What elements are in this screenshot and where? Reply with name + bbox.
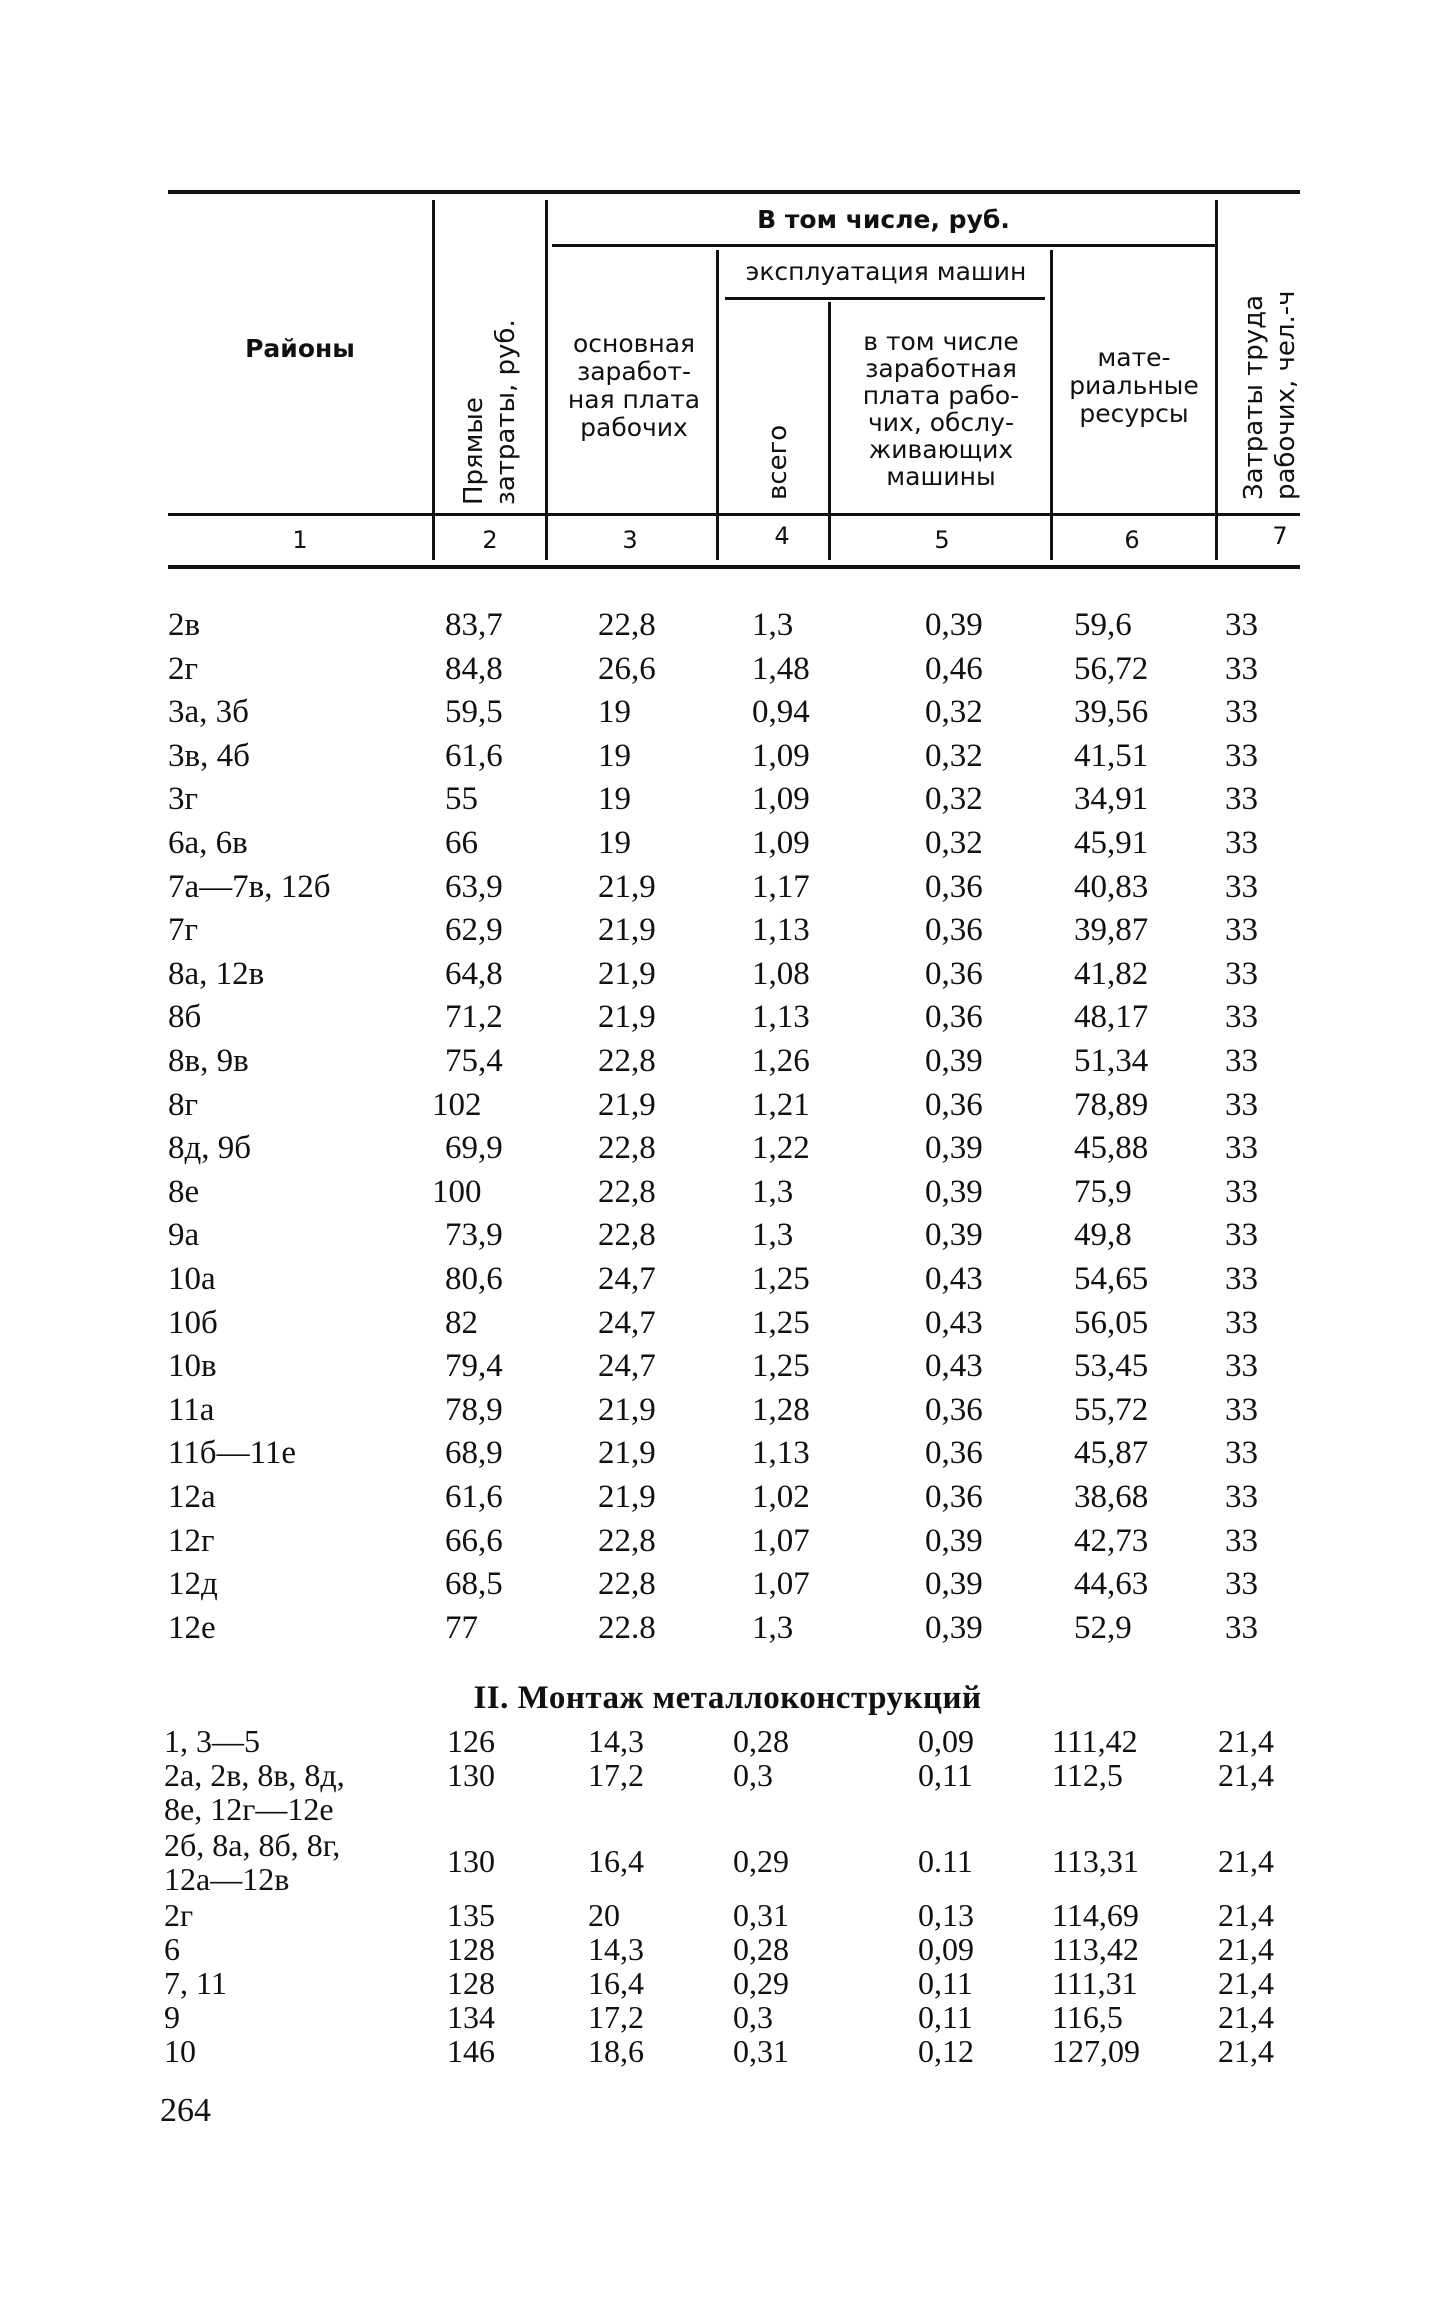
cell-total: 1,3 [752, 1173, 794, 1210]
cell-total: 0,31 [733, 2033, 789, 2069]
header-materials: мате- риальные ресурсы [1069, 343, 1199, 428]
page-number: 264 [160, 2092, 211, 2129]
cell-mwage: 0,39 [925, 1043, 983, 1079]
cell-materials: 75,9 [1074, 1173, 1132, 1210]
cell-wage: 19 [598, 781, 631, 818]
cell-mwage: 0,39 [925, 1566, 983, 1603]
cell-total: 0,28 [733, 1931, 789, 1967]
cell-wage: 22,8 [598, 1043, 656, 1079]
cell-region: 3в, 4б [168, 737, 250, 774]
col-number-5: 5 [934, 526, 950, 554]
cell-region: 2в [168, 607, 201, 643]
cell-direct: 59,5 [445, 694, 503, 731]
col-divider-1 [432, 200, 435, 560]
cell-labor: 33 [1225, 825, 1258, 861]
cell-mwage: 0,36 [925, 1479, 983, 1515]
cell-total: 1,25 [752, 1348, 810, 1385]
cell-mwage: 0,32 [925, 825, 983, 861]
table-row [0, 995, 1455, 1039]
cell-region: 8г [168, 1086, 199, 1123]
cell-region: 6 [164, 1931, 180, 1967]
cell-total: 1,3 [752, 1609, 794, 1646]
cell-mwage: 0,43 [925, 1348, 983, 1385]
cell-wage: 19 [598, 825, 631, 861]
header-direct-costs: Прямые затраты, руб. [459, 319, 521, 505]
header-labor: Затраты труда рабочих, чел.-ч [1239, 290, 1301, 500]
cell-region: 7а—7в, 12б [168, 868, 331, 905]
cell-labor: 33 [1225, 1609, 1258, 1646]
cell-mwage: 0,39 [925, 1522, 983, 1559]
col-divider-4 [828, 302, 831, 560]
cell-region: 12д [168, 1566, 218, 1603]
table-row [0, 1475, 1455, 1519]
cell-labor: 33 [1225, 737, 1258, 774]
cell-total: 1,17 [752, 868, 810, 905]
table-row [0, 734, 1455, 778]
table-row [0, 1039, 1455, 1083]
cell-direct: 61,6 [445, 737, 503, 774]
cell-materials: 127,09 [1052, 2033, 1140, 2069]
cell-materials: 56,05 [1074, 1304, 1149, 1341]
cell-labor: 33 [1225, 1348, 1258, 1385]
cell-total: 1,09 [752, 781, 810, 818]
cell-region: 12е [168, 1609, 216, 1646]
cell-materials: 55,72 [1074, 1391, 1149, 1428]
header-bottom-rule [168, 513, 1300, 516]
including-rule [552, 244, 1217, 247]
cell-labor: 33 [1225, 1173, 1258, 1210]
cell-region: 3а, 3б [168, 694, 249, 731]
cell-region: 10б [168, 1304, 218, 1341]
cell-mwage: 0,12 [918, 2033, 974, 2069]
cell-materials: 116,5 [1052, 1999, 1123, 2035]
cell-labor: 21,4 [1218, 1999, 1274, 2035]
cell-materials: 44,63 [1074, 1566, 1149, 1603]
cell-wage: 17,2 [588, 1757, 644, 1793]
cell-mwage: 0,09 [918, 1931, 974, 1967]
cell-direct: 128 [447, 1965, 495, 2001]
header-including: В том числе, руб. [757, 205, 1010, 234]
cell-region: 2б, 8а, 8б, 8г, 12а—12в [164, 1827, 341, 1897]
cell-materials: 51,34 [1074, 1043, 1149, 1079]
cell-labor: 21,4 [1218, 1897, 1274, 1933]
cell-mwage: 0,36 [925, 1391, 983, 1428]
col-number-3: 3 [622, 526, 638, 554]
cell-mwage: 0,39 [925, 1609, 983, 1646]
cell-direct: 84,8 [445, 650, 503, 687]
cell-labor: 33 [1225, 999, 1258, 1036]
cell-direct: 128 [447, 1931, 495, 1967]
table-row [0, 1344, 1455, 1388]
table-row [0, 1213, 1455, 1257]
cell-materials: 78,89 [1074, 1086, 1149, 1123]
header-machine-operation: эксплуатация машин [745, 257, 1027, 286]
cell-direct: 75,4 [445, 1043, 503, 1079]
cell-direct: 80,6 [445, 1261, 503, 1297]
cell-total: 1,28 [752, 1391, 810, 1428]
cell-direct: 66,6 [445, 1522, 503, 1559]
cell-total: 1,07 [752, 1522, 810, 1559]
cell-region: 8д, 9б [168, 1130, 252, 1167]
cell-wage: 24,7 [598, 1261, 656, 1297]
cell-materials: 49,8 [1074, 1217, 1132, 1254]
cell-region: 11б—11е [168, 1435, 296, 1472]
cell-labor: 33 [1225, 1043, 1258, 1079]
cell-total: 1,25 [752, 1261, 810, 1297]
cell-wage: 24,7 [598, 1304, 656, 1341]
cell-mwage: 0,39 [925, 1130, 983, 1167]
cell-labor: 33 [1225, 650, 1258, 687]
cell-mwage: 0,09 [918, 1723, 974, 1759]
cell-total: 1,26 [752, 1043, 810, 1079]
cell-direct: 135 [447, 1897, 495, 1933]
cell-labor: 33 [1225, 868, 1258, 905]
cell-direct: 134 [447, 1999, 495, 2035]
cell-direct: 126 [447, 1723, 495, 1759]
table-row [0, 1257, 1455, 1301]
cell-materials: 38,68 [1074, 1479, 1149, 1515]
cell-direct: 102 [432, 1086, 482, 1123]
cell-region: 10а [168, 1261, 216, 1297]
cell-region: 10 [164, 2033, 196, 2069]
cell-wage: 16,4 [588, 1965, 644, 2001]
cell-materials: 112,5 [1052, 1757, 1123, 1793]
cell-labor: 33 [1225, 1566, 1258, 1603]
cell-mwage: 0,39 [925, 1217, 983, 1254]
cell-total: 1,09 [752, 825, 810, 861]
cell-wage: 21,9 [598, 999, 656, 1036]
cell-wage: 22,8 [598, 607, 656, 643]
cell-total: 1,21 [752, 1086, 810, 1123]
cell-mwage: 0,43 [925, 1304, 983, 1341]
cell-labor: 33 [1225, 1304, 1258, 1341]
cell-mwage: 0,32 [925, 694, 983, 731]
cell-materials: 53,45 [1074, 1348, 1149, 1385]
cell-labor: 33 [1225, 1522, 1258, 1559]
cell-total: 0,3 [733, 1999, 773, 2035]
cell-wage: 21,9 [598, 1086, 656, 1123]
cell-region: 2г [168, 650, 199, 687]
cell-total: 1,13 [752, 912, 810, 949]
cell-labor: 33 [1225, 912, 1258, 949]
cell-labor: 33 [1225, 694, 1258, 731]
table-row [0, 1519, 1455, 1563]
cell-direct: 130 [447, 1757, 495, 1793]
cell-labor: 33 [1225, 1261, 1258, 1297]
cell-materials: 45,91 [1074, 825, 1149, 861]
cell-direct: 79,4 [445, 1348, 503, 1385]
cell-mwage: 0,36 [925, 955, 983, 992]
cell-total: 0,29 [733, 1965, 789, 2001]
section2-title: II. Монтаж металлоконструкций [473, 1680, 982, 1716]
cell-labor: 33 [1225, 1391, 1258, 1428]
cell-mwage: 0,46 [925, 650, 983, 687]
col-divider-2 [545, 200, 548, 560]
cell-materials: 34,91 [1074, 781, 1149, 818]
cell-region: 6а, 6в [168, 825, 248, 861]
cell-region: 8б [168, 999, 202, 1036]
cell-mwage: 0,36 [925, 912, 983, 949]
cell-materials: 111,42 [1052, 1723, 1138, 1759]
cell-wage: 24,7 [598, 1348, 656, 1385]
cell-direct: 68,5 [445, 1566, 503, 1603]
cell-wage: 19 [598, 737, 631, 774]
cell-labor: 21,4 [1218, 1757, 1274, 1793]
cell-wage: 26,6 [598, 650, 656, 687]
cell-materials: 39,87 [1074, 912, 1149, 949]
cell-direct: 83,7 [445, 607, 503, 643]
cell-wage: 21,9 [598, 955, 656, 992]
cell-region: 9а [168, 1217, 200, 1254]
cell-total: 1,13 [752, 999, 810, 1036]
cell-mwage: 0,32 [925, 737, 983, 774]
table-row [0, 1126, 1455, 1170]
cell-total: 1,3 [752, 607, 794, 643]
cell-region: 8а, 12в [168, 955, 265, 992]
cell-wage: 21,9 [598, 912, 656, 949]
cell-labor: 33 [1225, 607, 1258, 643]
table-row [0, 690, 1455, 734]
cell-wage: 22.8 [598, 1609, 656, 1646]
cell-region: 11а [168, 1391, 215, 1428]
cell-wage: 21,9 [598, 1435, 656, 1472]
cell-direct: 62,9 [445, 912, 503, 949]
table-row [0, 647, 1455, 691]
cell-total: 1,3 [752, 1217, 794, 1254]
col-number-1: 1 [292, 526, 308, 554]
cell-wage: 21,9 [598, 1479, 656, 1515]
cell-labor: 21,4 [1218, 1723, 1274, 1759]
table-row [0, 952, 1455, 996]
cell-wage: 22,8 [598, 1130, 656, 1167]
cell-mwage: 0,32 [925, 781, 983, 818]
cell-region: 7г [168, 912, 199, 949]
cell-region: 3г [168, 781, 199, 818]
cell-wage: 22,8 [598, 1522, 656, 1559]
cell-materials: 114,69 [1052, 1897, 1139, 1933]
cell-materials: 42,73 [1074, 1522, 1149, 1559]
cell-materials: 111,31 [1052, 1965, 1138, 2001]
cell-wage: 16,4 [588, 1843, 644, 1879]
cell-region: 8е [168, 1173, 200, 1210]
cell-labor: 33 [1225, 955, 1258, 992]
cell-total: 1,09 [752, 737, 810, 774]
cell-labor: 21,4 [1218, 1931, 1274, 1967]
cell-labor: 33 [1225, 1130, 1258, 1167]
cell-total: 1,13 [752, 1435, 810, 1472]
cell-labor: 33 [1225, 781, 1258, 818]
cell-direct: 71,2 [445, 999, 503, 1036]
column-numbers-rule [168, 565, 1300, 569]
cell-wage: 17,2 [588, 1999, 644, 2035]
cell-wage: 22,8 [598, 1173, 656, 1210]
cell-wage: 18,6 [588, 2033, 644, 2069]
table-row [0, 821, 1455, 865]
header-base-wage: основная заработ- ная плата рабочих [567, 329, 701, 442]
cell-materials: 56,72 [1074, 650, 1149, 687]
cell-mwage: 0,11 [918, 1757, 973, 1793]
cell-direct: 66 [445, 825, 478, 861]
cell-labor: 21,4 [1218, 2033, 1274, 2069]
cell-labor: 33 [1225, 1479, 1258, 1515]
cell-wage: 21,9 [598, 868, 656, 905]
cell-mwage: 0,36 [925, 868, 983, 905]
cell-total: 1,48 [752, 650, 810, 687]
cell-wage: 14,3 [588, 1931, 644, 1967]
cell-mwage: 0.11 [918, 1843, 973, 1879]
cell-mwage: 0,36 [925, 1435, 983, 1472]
cell-materials: 52,9 [1074, 1609, 1132, 1646]
table-row [0, 865, 1455, 909]
cell-direct: 69,9 [445, 1130, 503, 1167]
cell-total: 0,29 [733, 1843, 789, 1879]
cell-region: 1, 3—5 [164, 1723, 260, 1759]
cell-region: 12г [168, 1522, 215, 1559]
cell-direct: 61,6 [445, 1479, 503, 1515]
table-row [0, 1301, 1455, 1345]
cell-materials: 113,42 [1052, 1931, 1139, 1967]
cell-region: 2а, 2в, 8в, 8д, 8е, 12г—12е [164, 1757, 345, 1827]
table-row [0, 1083, 1455, 1127]
table-row [0, 1431, 1455, 1475]
cell-direct: 64,8 [445, 955, 503, 992]
cell-materials: 45,87 [1074, 1435, 1149, 1472]
cell-direct: 100 [432, 1173, 482, 1210]
cell-direct: 146 [447, 2033, 495, 2069]
table-row [0, 1170, 1455, 1214]
cell-region: 8в, 9в [168, 1043, 249, 1079]
col-number-7: 7 [1272, 522, 1288, 550]
cell-direct: 73,9 [445, 1217, 503, 1254]
cell-wage: 19 [598, 694, 631, 731]
cell-wage: 20 [588, 1897, 620, 1933]
cell-labor: 21,4 [1218, 1843, 1274, 1879]
cell-mwage: 0,11 [918, 1999, 973, 2035]
header-top-rule [168, 190, 1300, 194]
cell-materials: 113,31 [1052, 1843, 1139, 1879]
cell-materials: 54,65 [1074, 1261, 1149, 1297]
cell-region: 2г [164, 1897, 194, 1933]
header-total: всего [763, 424, 793, 500]
cell-region: 10в [168, 1348, 217, 1385]
cell-direct: 68,9 [445, 1435, 503, 1472]
cell-materials: 41,82 [1074, 955, 1149, 992]
cell-total: 1,07 [752, 1566, 810, 1603]
cell-direct: 78,9 [445, 1391, 503, 1428]
cell-materials: 59,6 [1074, 607, 1132, 643]
table-row [0, 1562, 1455, 1606]
table-row [0, 1388, 1455, 1432]
table-row [0, 603, 1455, 647]
cell-total: 0,31 [733, 1897, 789, 1933]
header-regions: Районы [245, 334, 355, 363]
cell-wage: 14,3 [588, 1723, 644, 1759]
cell-wage: 22,8 [598, 1566, 656, 1603]
cell-total: 1,22 [752, 1130, 810, 1167]
cell-direct: 130 [447, 1843, 495, 1879]
cell-wage: 21,9 [598, 1391, 656, 1428]
cell-total: 0,28 [733, 1723, 789, 1759]
cell-mwage: 0,11 [918, 1965, 973, 2001]
table-row [0, 777, 1455, 821]
cell-direct: 55 [445, 781, 478, 818]
cell-direct: 63,9 [445, 868, 503, 905]
col-number-6: 6 [1124, 526, 1140, 554]
machine-rule [725, 297, 1045, 300]
cell-mwage: 0,39 [925, 1173, 983, 1210]
cell-labor: 33 [1225, 1435, 1258, 1472]
table-row [0, 908, 1455, 952]
cell-mwage: 0,36 [925, 999, 983, 1036]
cell-region: 9 [164, 1999, 180, 2035]
cell-total: 1,25 [752, 1304, 810, 1341]
cell-total: 1,08 [752, 955, 810, 992]
cell-mwage: 0,36 [925, 1086, 983, 1123]
cell-region: 7, 11 [164, 1965, 227, 2001]
cell-direct: 82 [445, 1304, 478, 1341]
cell-total: 1,02 [752, 1479, 810, 1515]
cell-materials: 41,51 [1074, 737, 1149, 774]
cell-labor: 33 [1225, 1217, 1258, 1254]
cell-total: 0,94 [752, 694, 810, 731]
cell-materials: 40,83 [1074, 868, 1149, 905]
cell-materials: 48,17 [1074, 999, 1149, 1036]
cell-total: 0,3 [733, 1757, 773, 1793]
col-divider-6 [1215, 200, 1218, 560]
col-divider-3 [716, 250, 719, 560]
cell-labor: 33 [1225, 1086, 1258, 1123]
cell-region: 12а [168, 1479, 216, 1515]
cell-mwage: 0,39 [925, 607, 983, 643]
cell-labor: 21,4 [1218, 1965, 1274, 2001]
header-machine-wage: в том числе заработная плата рабо- чих, обслу- живающих машины [862, 327, 1020, 491]
cell-mwage: 0,13 [918, 1897, 974, 1933]
cell-mwage: 0,43 [925, 1261, 983, 1297]
cell-wage: 22,8 [598, 1217, 656, 1254]
cell-materials: 39,56 [1074, 694, 1149, 731]
col-number-4: 4 [774, 522, 790, 550]
table-row [0, 1606, 1455, 1650]
cell-materials: 45,88 [1074, 1130, 1149, 1167]
col-number-2: 2 [482, 526, 498, 554]
cell-direct: 77 [445, 1609, 478, 1646]
